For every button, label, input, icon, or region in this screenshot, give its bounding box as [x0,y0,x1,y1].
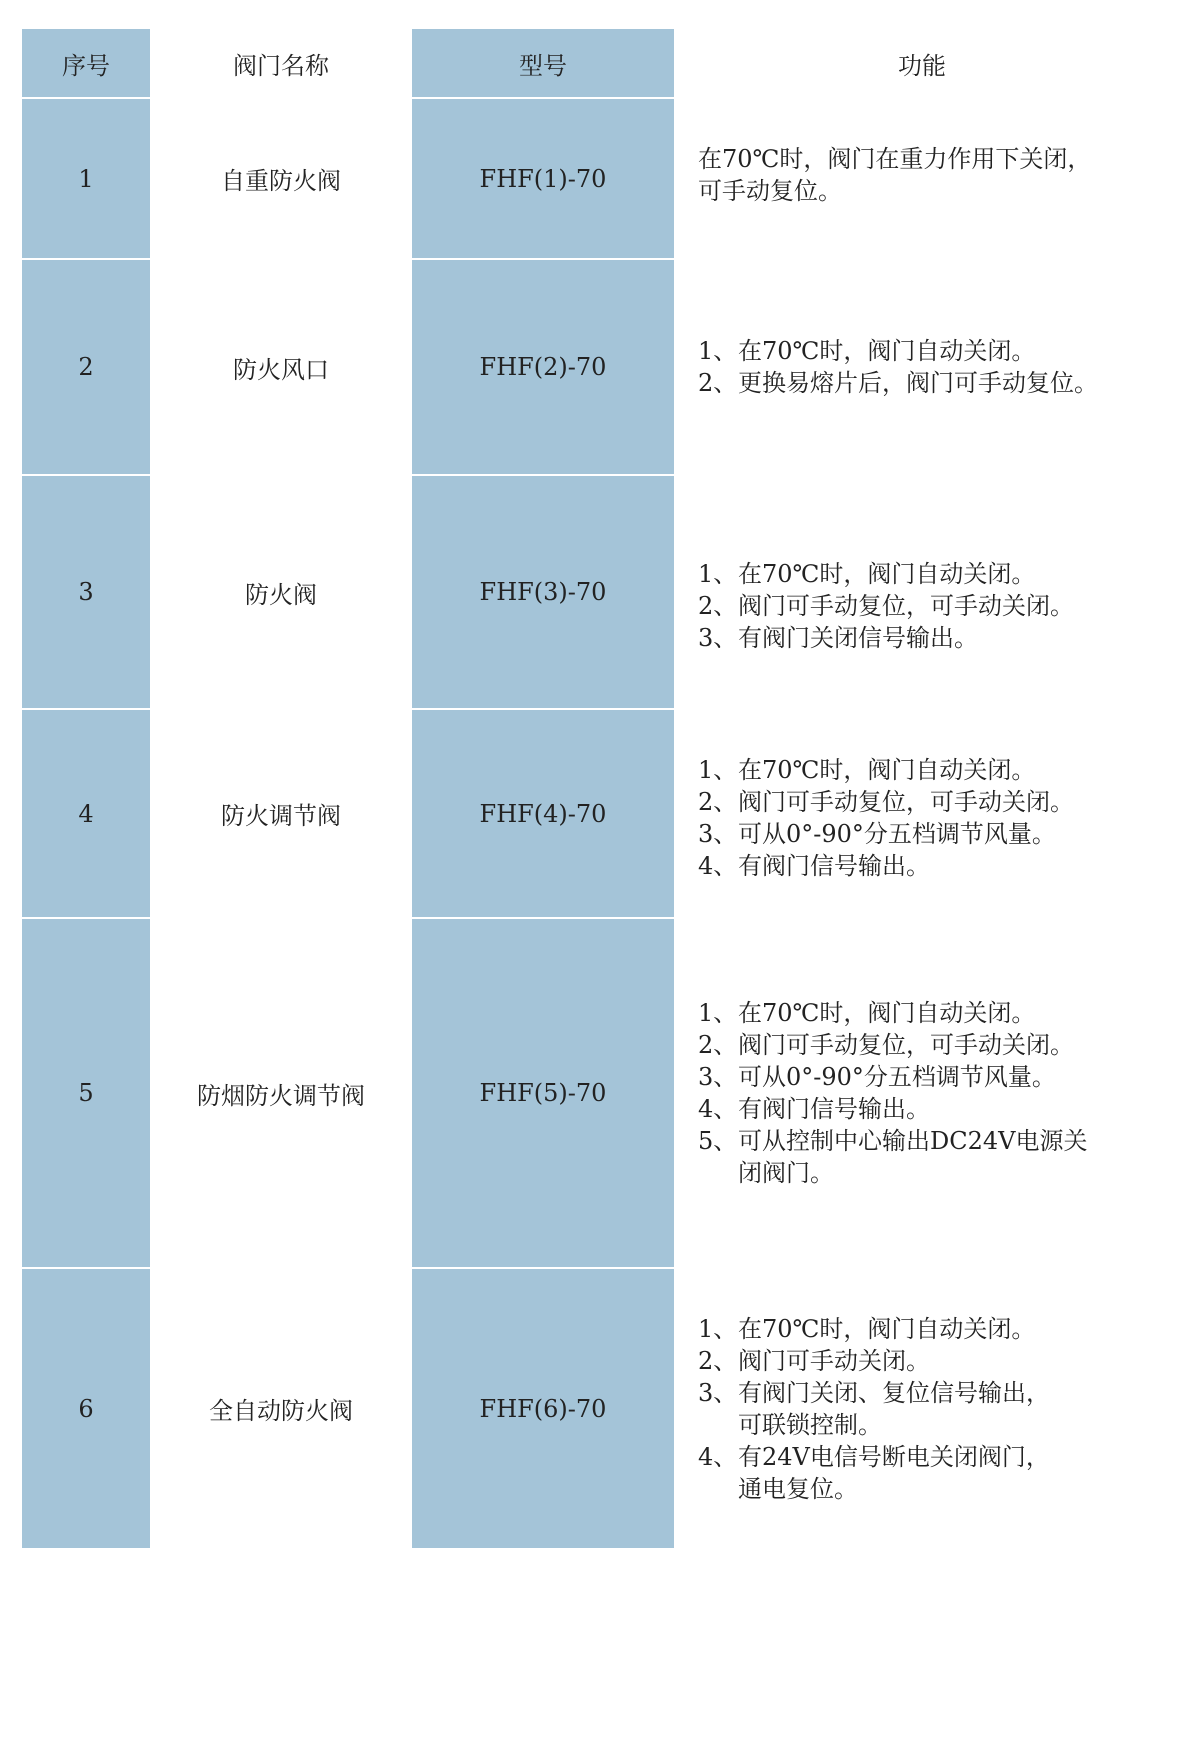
function-item [698,558,1074,590]
row-model: FHF(2)-70 [412,260,674,474]
row-valve-name: 防火调节阀 [150,710,412,917]
row-function [674,99,1170,258]
header-model: 型号 [412,29,674,97]
row-function [674,476,1170,708]
row-no: 2 [22,260,150,474]
function-item-text: 有阀门关闭、复位信号输出， 可联锁控制。 [738,1378,1050,1439]
function-item [698,1125,1087,1189]
function-item [698,1441,1050,1505]
function-list [698,754,1074,882]
row-no: 3 [22,476,150,708]
row-function [674,260,1170,474]
function-item [698,850,1074,882]
row-function [674,919,1170,1267]
function-item [698,818,1074,850]
function-item-number: 1、 [698,560,738,588]
function-item-number: 2、 [698,369,738,397]
function-item [698,1313,1050,1345]
function-item-text: 更换易熔片后，阀门可手动复位。 [738,369,1098,397]
function-item [698,1377,1050,1441]
function-item-number: 2、 [698,1346,738,1375]
function-item-text: 阀门可手动复位，可手动关闭。 [738,788,1074,816]
row-model: FHF(3)-70 [412,476,674,708]
row-valve-name: 自重防火阀 [150,99,412,258]
table-row [22,99,1170,258]
function-item [698,590,1074,622]
function-item [698,1345,1050,1377]
function-item-number: 4、 [698,852,738,880]
function-item-number: 2、 [698,788,738,816]
function-item-text: 有阀门信号输出。 [738,852,930,880]
header-no: 序号 [22,29,150,97]
function-item-text: 在70℃时，阀门自动关闭。 [738,337,1036,365]
table-row [22,1269,1170,1548]
function-item-number: 3、 [698,1063,738,1091]
row-model: FHF(5)-70 [412,919,674,1267]
function-item [698,1029,1087,1061]
row-valve-name: 防烟防火调节阀 [150,919,412,1267]
function-item-text: 有阀门关闭信号输出。 [738,624,978,652]
function-item [698,786,1074,818]
function-item-text: 有24V电信号断电关闭阀门， 通电复位。 [738,1442,1050,1503]
row-function [674,710,1170,917]
function-item [698,367,1098,399]
function-list [698,997,1087,1189]
row-no: 1 [22,99,150,258]
table-row [22,260,1170,474]
row-valve-name: 防火风口 [150,260,412,474]
function-item-number: 5、 [698,1127,738,1155]
row-no: 5 [22,919,150,1267]
function-item-number: 4、 [698,1095,738,1123]
function-item [698,1093,1087,1125]
table-row [22,710,1170,917]
function-item [698,622,1074,654]
function-text: 在70℃时，阀门在重力作用下关闭， 可手动复位。 [698,145,1092,205]
row-function [674,1269,1170,1548]
row-model: FHF(1)-70 [412,99,674,258]
row-no: 6 [22,1269,150,1548]
function-item-text: 阀门可手动复位，可手动关闭。 [738,1031,1074,1059]
function-item-number: 1、 [698,337,738,365]
function-item-number: 3、 [698,1378,738,1407]
function-item [698,997,1087,1029]
function-item [698,1061,1087,1093]
header-name: 阀门名称 [150,29,412,97]
function-item-number: 1、 [698,1314,738,1343]
function-item-number: 2、 [698,1031,738,1059]
function-item-text: 可从0°-90°分五档调节风量。 [738,820,1056,848]
row-valve-name: 防火阀 [150,476,412,708]
table-row [22,919,1170,1267]
function-item-text: 可从控制中心输出DC24V电源关 闭阀门。 [738,1127,1088,1187]
function-list [698,335,1098,399]
function-item-text: 可从0°-90°分五档调节风量。 [738,1063,1056,1091]
function-item-text: 在70℃时，阀门自动关闭。 [738,560,1036,588]
function-item [698,754,1074,786]
function-item-text: 阀门可手动复位，可手动关闭。 [738,592,1074,620]
function-item-number: 3、 [698,820,738,848]
valve-table [22,29,1170,1548]
function-item-number: 2、 [698,592,738,620]
function-item-text: 在70℃时，阀门自动关闭。 [738,999,1036,1027]
row-valve-name: 全自动防火阀 [150,1269,412,1548]
row-no: 4 [22,710,150,917]
function-item-number: 3、 [698,624,738,652]
function-item-number: 1、 [698,999,738,1027]
header-function: 功能 [674,29,1170,97]
function-item-text: 阀门可手动关闭。 [738,1346,930,1375]
function-item-number: 4、 [698,1442,738,1471]
function-item-text: 在70℃时，阀门自动关闭。 [738,1314,1036,1343]
table-header-row [22,29,1170,97]
function-item [698,335,1098,367]
table-row [22,476,1170,708]
function-item-number: 1、 [698,756,738,784]
row-model: FHF(6)-70 [412,1269,674,1548]
function-item-text: 有阀门信号输出。 [738,1095,930,1123]
function-list [698,1313,1050,1505]
row-model: FHF(4)-70 [412,710,674,917]
function-item-text: 在70℃时，阀门自动关闭。 [738,756,1036,784]
function-list [698,558,1074,654]
